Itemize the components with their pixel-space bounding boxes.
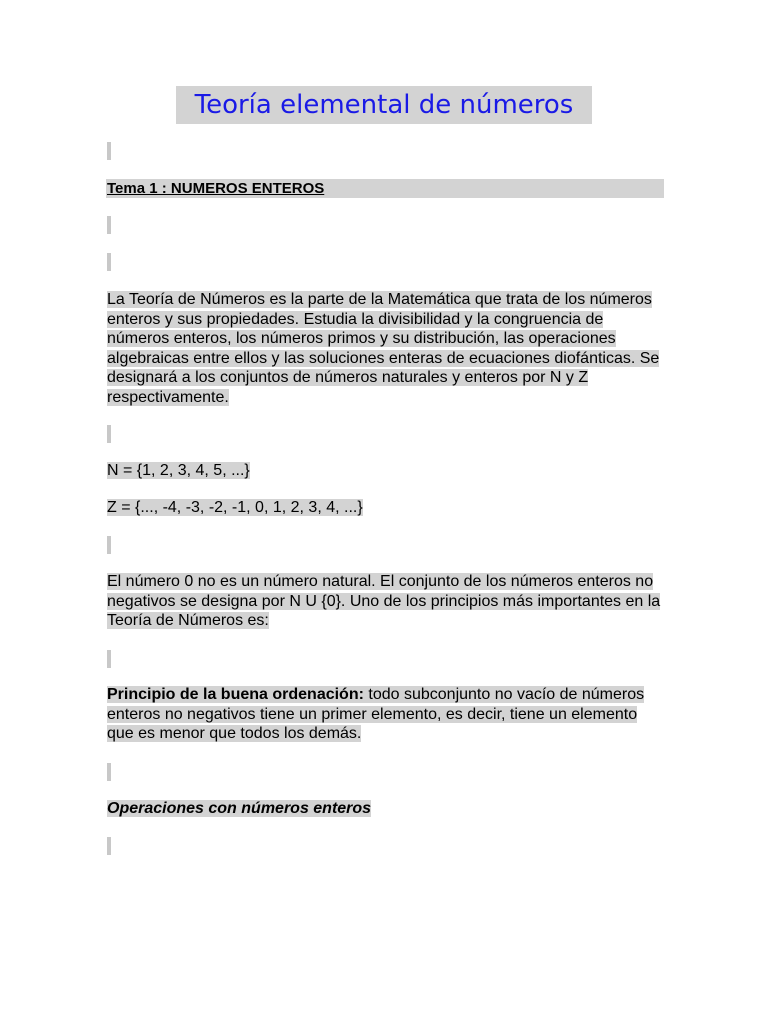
principle-label: Principio de la buena ordenación: [107,686,364,703]
set-n-text: N = {1, 2, 3, 4, 5, ...} [107,462,250,479]
paragraph-marker [107,216,111,234]
zero-paragraph-text: El número 0 no es un número natural. El conjunto de los números enteros no negativos se designa por N U {0}. Uno de los principios más importantes en la Teoría de Números es: [107,573,661,630]
paragraph-marker [107,253,111,271]
set-z-line [107,498,363,517]
document-title: Teoría elemental de números [176,86,592,124]
paragraph-marker [107,837,111,855]
paragraph-marker [107,650,111,668]
section-heading: Operaciones con números enteros [107,800,372,817]
paragraph-marker [107,763,111,781]
zero-paragraph [107,572,667,631]
principle-paragraph [107,685,667,744]
intro-paragraph-text: La Teoría de Números es la parte de la Matemática que trata de los números enteros y sus propiedades. Estudia la divisibilidad y la congruencia de números enteros, los números primos y su distribución, las operaciones algebraicas entre ellos y las soluciones enteras de ecuaciones diofánticas. Se designará a los conjuntos de números naturales y enteros por N y Z respectivamente. [107,291,660,406]
paragraph-marker [107,536,111,554]
intro-paragraph [107,290,667,408]
paragraph-marker [107,142,111,160]
tema-heading: Tema 1 : NUMEROS ENTEROS [107,180,325,197]
set-z-text: Z = {..., -4, -3, -2, -1, 0, 1, 2, 3, 4, ...} [107,499,363,516]
set-n-line [107,461,250,480]
principle-text: todo subconjunto no vacío de números enteros no negativos tiene un primer elemento, es decir, tiene un elemento que es menor que todos los demás. [107,686,645,743]
section-heading-line [107,799,371,818]
paragraph-marker [107,425,111,443]
